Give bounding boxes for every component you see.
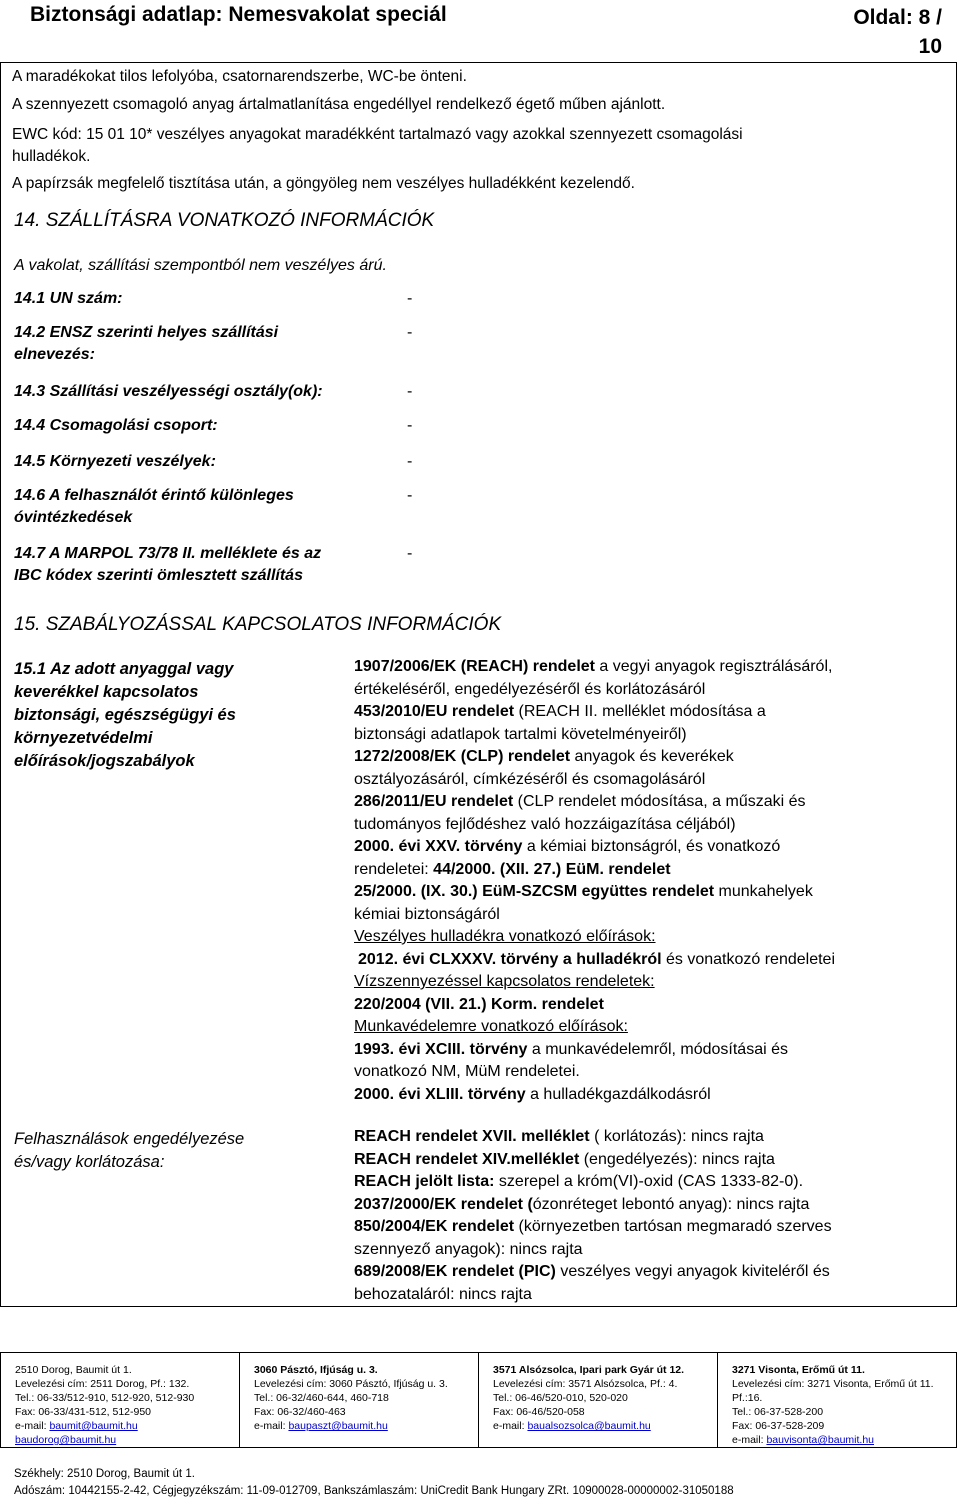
transport-row-value: -	[407, 383, 413, 400]
disposal-text-4: hulladékok.	[12, 148, 91, 165]
transport-row-value: -	[407, 545, 413, 562]
footer-company-info	[14, 1466, 734, 1500]
footer-col-visonta: 3271 Visonta, Erőmű út 11. Levelezési cím: 3271 Visonta, Erőmű út 11. Pf.:16. Tel.: 06-37-528-200 Fax: 06-37-528-209 e-mail: bauvisonta@baumit.hu	[718, 1353, 957, 1448]
transport-row-label: 14.3 Szállítási veszélyességi osztály(ok):	[14, 383, 323, 400]
transport-row-label: 14.2 ENSZ szerinti helyes szállítási elnevezés:	[14, 324, 279, 363]
transport-intro: A vakolat, szállítási szempontból nem veszélyes árú.	[14, 257, 387, 274]
page-number-line1: Oldal: 8 /	[853, 6, 942, 29]
disposal-text-1: A maradékokat tilos lefolyóba, csatornarendszerbe, WC-be önteni.	[12, 68, 467, 85]
transport-row-value: -	[407, 324, 413, 341]
transport-row-label: 14.4 Csomagolási csoport:	[14, 417, 218, 434]
footer-col-paszto: 3060 Pásztó, Ifjúság u. 3. Levelezési cím: 3060 Pásztó, Ifjúság u. 3. Tel.: 06-32/460-644, 460-718 Fax: 06-32/460-463 e-mail: baupaszt@baumit.hu	[240, 1353, 479, 1448]
page-header	[0, 0, 960, 64]
transport-row-value: -	[407, 453, 413, 470]
authorisation-label: Felhasználások engedélyezése és/vagy korlátozása:	[14, 1130, 245, 1171]
company-tax-info: Adószám: 10442155-2-42, Cégjegyzékszám: 11-09-012709, Bankszámlaszám: UniCredit Bank Hungary ZRt. 10900028-00000002-31050188	[14, 1485, 734, 1497]
email-link[interactable]: baumit@baumit.hu	[49, 1420, 138, 1432]
regulations-list: 1907/2006/EK (REACH) rendelet a vegyi anyagok regisztrálásáról, értékeléséről, engedélyezéséről és korlátozásáról 453/2010/EU rendelet (REACH II. melléklet módosítása a biztonsági adatlapok tartalmi követelményeiről) 1272/2008/EK (CLP) rendelet anyagok és keverékek osztályozásáról, címkézéséről és csomagolásáról 286/2011/EU rendelet (CLP rendelet módosítása, a műszaki és tudományos fejlődéshez való hozzáigazítása céljából) 2000. évi XXV. törvény a kémiai biztonságról, és vonatkozó rendeletei: 44/2000. (XII. 27.) EüM. rendelet 25/2000. (IX. 30.) EüM-SZCSM együttes rendelet munkahelyek kémiai biztonságáról Veszélyes hulladékra vonatkozó előírások: 2012. évi CLXXXV. törvény a hulladékról és vonatkozó rendeletei Vízszennyezéssel kapcsolatos rendeletek: 220/2004 (VII. 21.) Korm. rendelet Munkavédelemre vonatkozó előírások: 1993. évi XCIII. törvény a munkavédelemről, módosításai és vonatkozó NM, MüM rendeletei. 2000. évi XLIII. törvény a hulladékgazdálkodásról	[354, 658, 835, 1103]
transport-row-value: -	[407, 290, 413, 307]
section-14-heading: 14. SZÁLLÍTÁSRA VONATKOZÓ INFORMÁCIÓK	[14, 210, 435, 231]
section-15-heading: 15. SZABÁLYOZÁSSAL KAPCSOLATOS INFORMÁCIÓK	[14, 614, 502, 635]
disposal-text-5: A papírzsák megfelelő tisztítása után, a göngyöleg nem veszélyes hulladékként kezelendő.	[12, 175, 635, 192]
disposal-text-3: EWC kód: 15 01 10* veszélyes anyagokat maradékként tartalmazó vagy azokkal szennyezett csomagolási	[12, 126, 743, 143]
document-title: Biztonsági adatlap: Nemesvakolat speciál	[30, 3, 447, 26]
transport-row-label: 14.5 Környezeti veszélyek:	[14, 453, 216, 470]
footer-col-dorog: 2510 Dorog, Baumit út 1. Levelezési cím: 2511 Dorog, Pf.: 132. Tel.: 06-33/512-910, 512-920, 512-930 Fax: 06-33/431-512, 512-950 e-mail: baumit@baumit.hu baudorog@baumit.hu	[1, 1353, 240, 1448]
transport-row-value: -	[407, 487, 413, 504]
footer-col-alsozsolca: 3571 Alsózsolca, Ipari park Gyár út 12. Levelezési cím: 3571 Alsózsolca, Pf.: 4. Tel.: 06-46/520-010, 520-020 Fax: 06-46/520-058 e-mail: baualsozsolca@baumit.hu	[479, 1353, 718, 1448]
email-link[interactable]: baupaszt@baumit.hu	[288, 1420, 388, 1432]
email-link[interactable]: baudorog@baumit.hu	[15, 1434, 117, 1446]
regulations-label: 15.1 Az adott anyaggal vagy keverékkel kapcsolatos biztonsági, egészségügyi és környezetvédelmi előírások/jogszabályok	[14, 660, 236, 770]
email-link[interactable]: bauvisonta@baumit.hu	[766, 1434, 874, 1446]
page-number-line2: 10	[918, 35, 942, 58]
footer-addresses	[0, 1352, 957, 1448]
company-seat: Székhely: 2510 Dorog, Baumit út 1.	[14, 1468, 195, 1480]
transport-row-label: 14.7 A MARPOL 73/78 II. melléklete és az IBC kódex szerinti ömlesztett szállítás	[14, 545, 322, 584]
transport-row-value: -	[407, 417, 413, 434]
page-number	[802, 3, 942, 61]
transport-row-label: 14.6 A felhasználót érintő különleges óvintézkedések	[14, 487, 294, 526]
transport-row-label: 14.1 UN szám:	[14, 290, 123, 307]
authorisation-list: REACH rendelet XVII. melléklet ( korlátozás): nincs rajta REACH rendelet XIV.melléklet (engedélyezés): nincs rajta REACH jelölt lista: szerepel a króm(VI)-oxid (CAS 1333-82-0). 2037/2000/EK rendelet (ózonréteget lebontó anyag): nincs rajta 850/2004/EK rendelet (környezetben tartósan megmaradó szerves szennyező anyagok): nincs rajta 689/2008/EK rendelet (PIC) veszélyes vegyi anyagok kiviteléről és behozataláról: nincs rajta	[354, 1128, 832, 1303]
email-link[interactable]: baualsozsolca@baumit.hu	[527, 1420, 651, 1432]
disposal-text-2: A szennyezett csomagoló anyag ártalmatlanítása engedéllyel rendelkező égető műben ajánlott.	[12, 96, 666, 113]
